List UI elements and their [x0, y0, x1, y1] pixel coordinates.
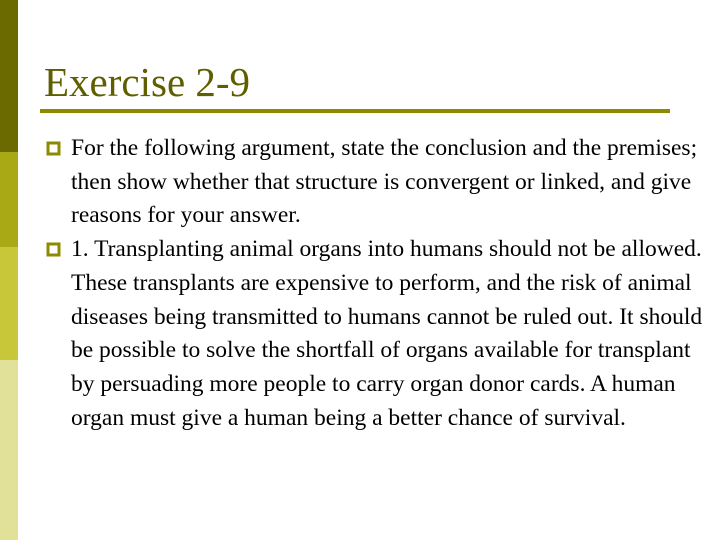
- side-bar-light: [0, 247, 18, 360]
- bullet-item: [44, 233, 714, 435]
- bullet-text: 1. Transplanting animal organs into humans should not be allowed. These transplants are expensive to perform, and the risk of animal diseases being transmitted to humans cannot be ruled out. It should be possible to solve the shortfall of organs available for transplant by persuading more people to carry organ donor cards. A human organ must give a human being a better chance of survival.: [71, 236, 703, 431]
- slide-title: Exercise 2-9: [44, 59, 251, 105]
- square-bullet-icon: [46, 141, 61, 156]
- square-bullet-icon: [46, 242, 61, 257]
- title-underline: [40, 109, 670, 113]
- bullet-text: For the following argument, state the conclusion and the premises; then show whether that structure is convergent or linked, and give reasons for your answer.: [71, 135, 698, 229]
- side-bar-pale: [0, 360, 18, 540]
- side-bar-mid: [0, 152, 18, 247]
- side-bar-dark: [0, 0, 18, 152]
- slide-content: [44, 132, 714, 435]
- bullet-item: [44, 132, 714, 233]
